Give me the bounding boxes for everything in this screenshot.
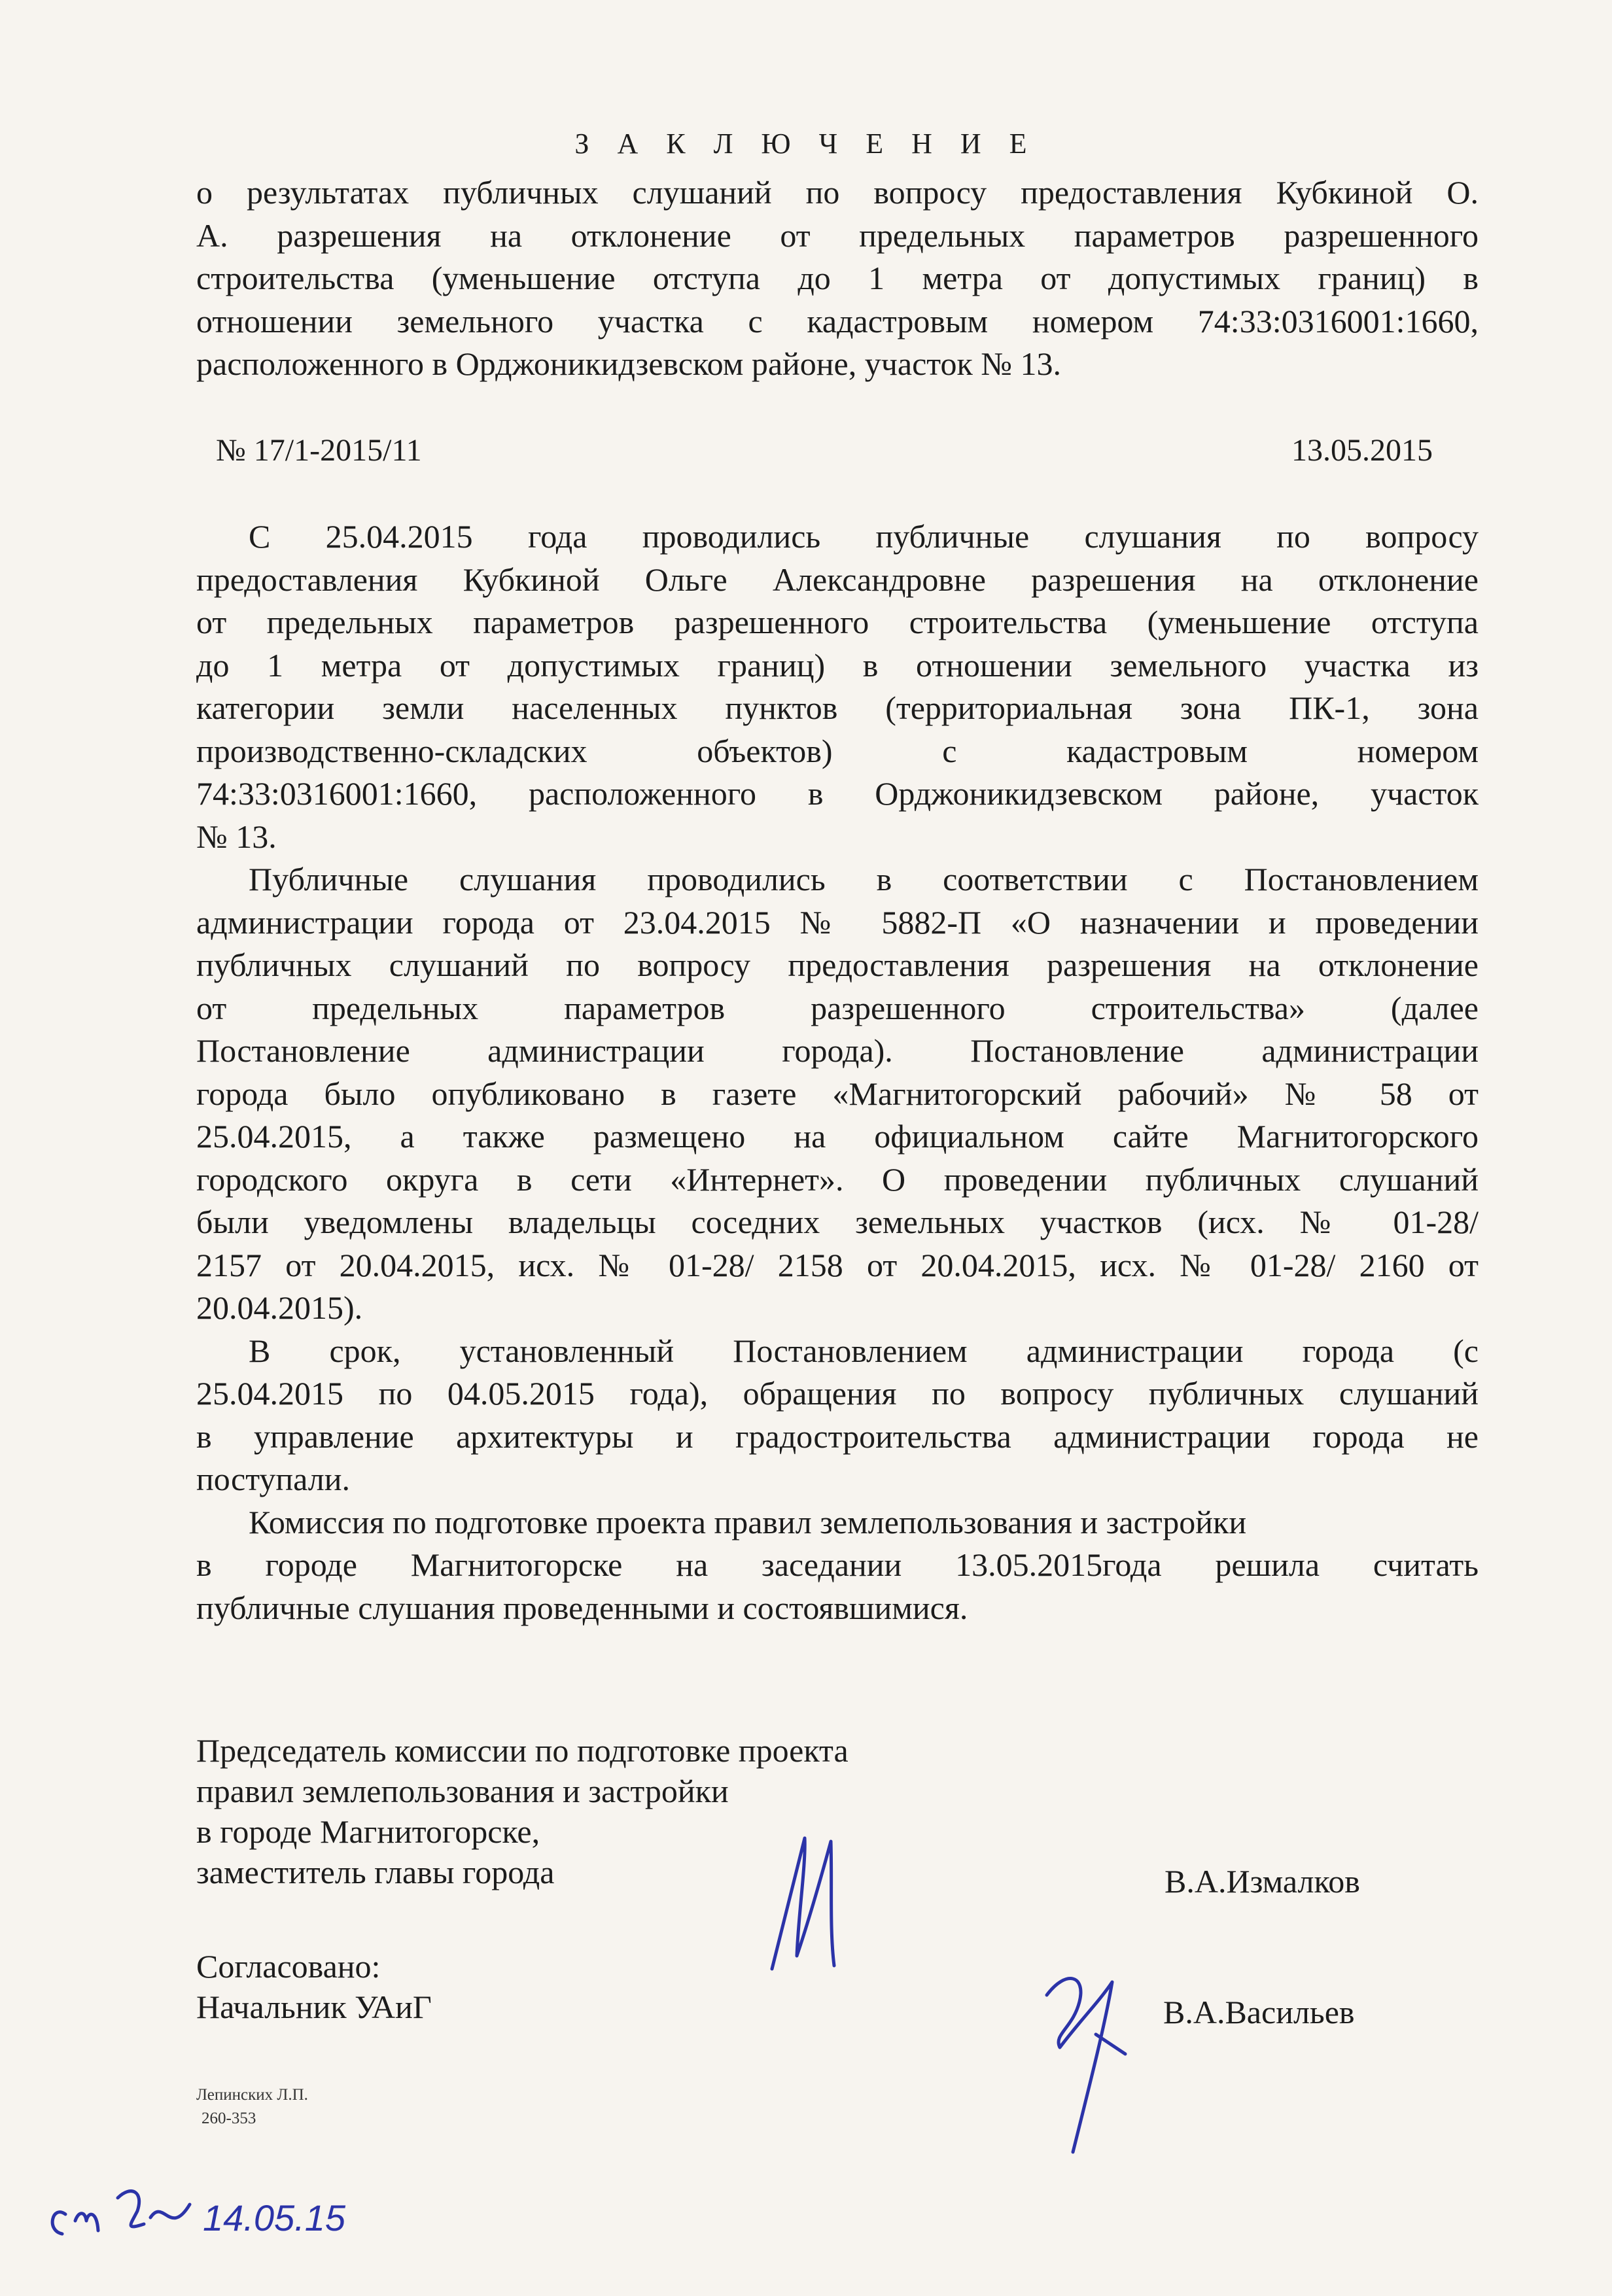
agreed-position: Начальник УАиГ: [196, 1989, 432, 2025]
document-number: № 17/1-2015/11: [216, 433, 422, 468]
paragraph-basis: [196, 858, 1479, 1330]
body-line: до 1 метра от допустимых границ) в отношении земельного участка из: [196, 646, 1479, 684]
body-line: в городе Магнитогорске на заседании 13.05.2015года решила считать: [196, 1546, 1479, 1583]
body-line: 25.04.2015 по 04.05.2015 года), обращения по вопросу публичных слушаний: [196, 1375, 1479, 1412]
signatory-line: заместитель главы города: [196, 1854, 555, 1890]
body-line: города было опубликовано в газете «Магнитогорский рабочий» № 58 от: [196, 1075, 1479, 1112]
signature-vasiliev: [1034, 1956, 1138, 2159]
subject-line: о результатах публичных слушаний по вопросу предоставления Кубкиной О.: [196, 174, 1479, 211]
body-line: 25.04.2015, а также размещено на официальном сайте Магнитогорского: [196, 1118, 1479, 1155]
signatory-line: в городе Магнитогорске,: [196, 1813, 540, 1850]
paragraph-appeals: [196, 1330, 1479, 1501]
body-line: городского округа в сети «Интернет». О проведении публичных слушаний: [196, 1160, 1479, 1198]
signatory-block: [196, 1730, 849, 1892]
body-line: публичные слушания проведенными и состоявшимися.: [196, 1589, 968, 1626]
body-line: были уведомлены владельцы соседних земельных участков (исх. № 01-28/: [196, 1204, 1479, 1240]
document-subject: [196, 171, 1479, 386]
body-line: Комиссия по подготовке проекта правил землепользования и застройки: [249, 1503, 1247, 1540]
document-body: [196, 515, 1479, 1629]
document-date: 13.05.2015: [1291, 433, 1433, 468]
body-line: публичных слушаний по вопросу предоставления разрешения на отклонение: [196, 947, 1479, 983]
body-line: в управление архитектуры и градостроительства администрации города не: [196, 1418, 1479, 1455]
body-line: 20.04.2015).: [196, 1289, 363, 1326]
signature-izmalkov: [759, 1825, 850, 1975]
body-line: от предельных параметров разрешенного строительства» (далее: [196, 989, 1479, 1026]
agreed-name: В.А.Васильев: [1163, 1994, 1355, 2030]
paragraph-decision: [196, 1501, 1479, 1630]
body-line: 2157 от 20.04.2015, исх. № 01-28/ 2158 от 20.04.2015, исх. № 01-28/ 2160 от: [196, 1246, 1479, 1283]
agreed-label: Согласовано:: [196, 1948, 381, 1985]
body-line: производственно-складских объектов) с кадастровым номером: [196, 732, 1479, 769]
body-line: от предельных параметров разрешенного строительства (уменьшение отступа: [196, 604, 1479, 640]
executor-phone: 260-353: [202, 2110, 256, 2127]
executor-info: [196, 2083, 308, 2131]
number-date-row: [216, 429, 1433, 472]
body-line: Публичные слушания проводились в соответствии с Постановлением: [249, 861, 1479, 897]
body-line: категории земли населенных пунктов (территориальная зона ПК-1, зона: [196, 689, 1479, 726]
subject-line: расположенного в Орджоникидзевском районе, участок № 13.: [196, 345, 1061, 382]
body-line: В срок, установленный Постановлением администрации города (с: [249, 1332, 1479, 1369]
signatory-line: правил землепользования и застройки: [196, 1773, 729, 1809]
executor-name: Лепинских Л.П.: [196, 2086, 308, 2104]
body-line: администрации города от 23.04.2015 № 5882-П «О назначении и проведении: [196, 903, 1479, 941]
signatory-name: В.А.Измалков: [1165, 1863, 1360, 1900]
handwritten-note: [39, 2159, 393, 2257]
subject-line: строительства (уменьшение отступа до 1 метра от допустимых границ) в: [196, 260, 1479, 296]
body-line: предоставления Кубкиной Ольге Александровне разрешения на отклонение: [196, 561, 1479, 598]
body-line: поступали.: [196, 1461, 350, 1497]
subject-line: А. разрешения на отклонение от предельных параметров разрешенного: [196, 217, 1479, 254]
signatory-line: Председатель комиссии по подготовке проекта: [196, 1732, 849, 1769]
body-line: № 13.: [196, 818, 277, 855]
paragraph-hearings: [196, 515, 1479, 858]
body-line: Постановление администрации города). Постановление администрации: [196, 1032, 1479, 1069]
document-title: З А К Л Ю Ч Е Н И Е: [574, 128, 1038, 160]
subject-line: отношении земельного участка с кадастровым номером 74:33:0316001:1660,: [196, 302, 1479, 339]
agreed-block: [196, 1946, 432, 2027]
body-line: 74:33:0316001:1660, расположенного в Орджоникидзевском районе, участок: [196, 775, 1479, 812]
body-line: С 25.04.2015 года проводились публичные слушания по вопросу: [249, 518, 1479, 555]
svg-text:14.05.15: 14.05.15: [203, 2197, 345, 2238]
